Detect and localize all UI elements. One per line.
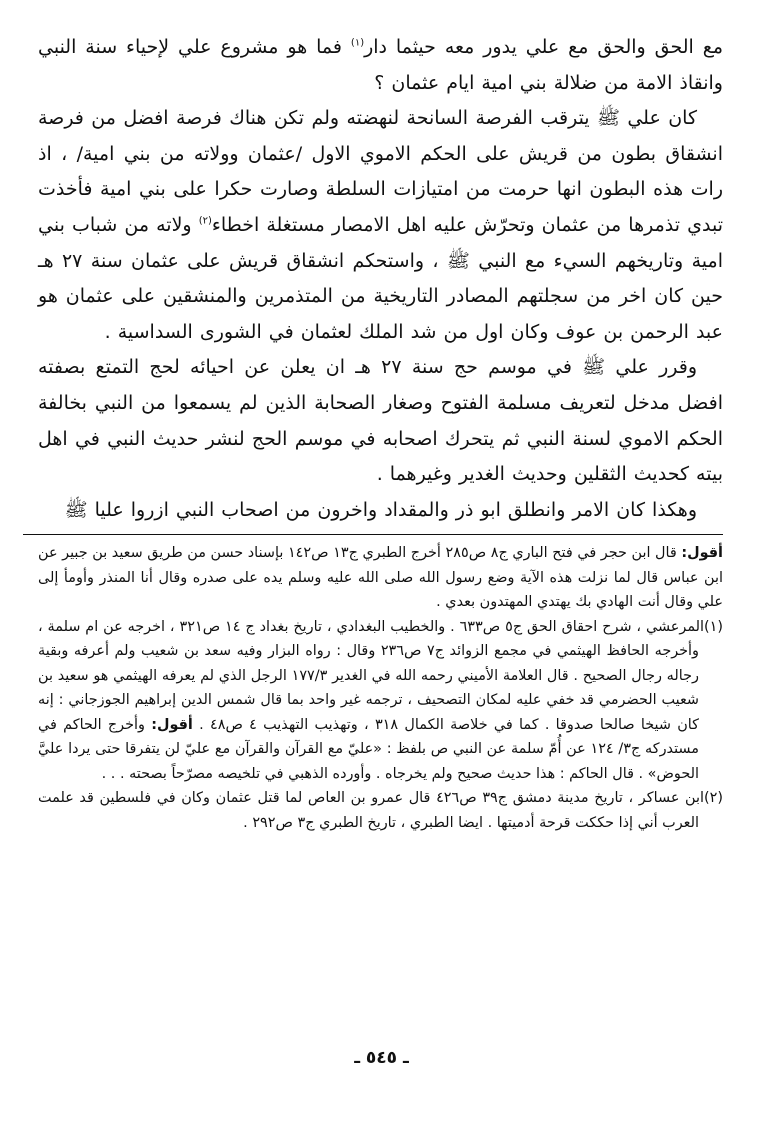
footnote-1-text-a: المرعشي ، شرح احقاق الحق ج٥ ص٦٣٣ . والخطيب البغدادي ، تاريخ بغداد ج ١٤ ص٣٢١ ، اخرجه عن ام سلمة ، وأخرجه الحافظ الهيثمي في مجمع الزوائد ج٧ ص٢٣٦ وقال : رواه البزار وفيه سعد بن شعيب ولم أعرفه وبقية رجاله رجال الصحيح . قال العلامة الأميني رحمه الله في الغدير ١٧٧/٣ الرجل الذي لم يعرفه الهيثمي هو سعيد بن شعيب الحضرمي قد خفي عليه لمكان التصحيف ، ترجمه غير واحد بما قال شمس الدين إبراهيم الجوزجاني : إنه كان شيخا صالحا صدوقا . كما في خلاصة الكمال ٣١٨ ، وتهذيب التهذيب ٤ ص٤٨ . — [38, 618, 705, 733]
footnote-1-number: (١) — [704, 618, 724, 635]
paragraph-4: وهكذا كان الامر وانطلق ابو ذر والمقداد واخرون من اصحاب النبي ازروا عليا ﷺ — [64, 498, 697, 521]
paragraph-2-text: كان علي ﷺ يترقب الفرصة السانحة لنهضته ولم تكن هناك فرصة افضل من فرصة انشقاق بطون من قريش على الحكم الاموي الاول /عثمان وولاته من بني امية/ ، اذ رات هذه البطون انها حرمت من امتيازات السلطة وصارت حكرا على بني امية فأخذت تبدي تذمرها من عثمان وتحرّش عليه اهل الامصار مستغلة اخطاء — [38, 107, 723, 236]
footnote-intro — [38, 541, 723, 615]
paragraph-2-tail: ولاته من شباب بني امية وتاريخهم السيء مع النبي ﷺ ، واستحكم انشقاق قريش على عثمان سنة ٢٧ هـ حين كان اخر من سجلتهم المصادر التاريخية من المتذمرين والمنشقين على عثمان هو عبد الرحمن بن عوف وكان اول من شد الملك لعثمان في الشورى السداسية . — [38, 213, 723, 343]
paragraph-1-text: مع الحق والحق مع علي يدور معه حيثما دار — [364, 36, 723, 58]
paragraph-1-tail: فما هو مشروع علي لإحياء سنة النبي وانقاذ الامة من ضلالة بني امية ايام عثمان ؟ — [38, 36, 723, 94]
main-text — [38, 30, 723, 528]
paragraph-2 — [38, 101, 723, 350]
footnote-divider — [23, 534, 723, 535]
footnote-2-text: ابن عساكر ، تاريخ مدينة دمشق ج٣٩ ص٤٢٦ قال عمرو بن العاص لما قتل عثمان وكان في فلسطين قد علمت العرب أني إذا حككت قرحة أدميتها . ايضا الطبري ، تاريخ الطبري ج٣ ص٢٩٢ . — [38, 790, 704, 831]
footnote-1-label: أقول: — [151, 716, 193, 733]
paragraph-3: وقرر علي ﷺ في موسم حج سنة ٢٧ هـ ان يعلن عن احيائه لحج التمتع بصفته افضل مدخل لتعريف مسلمة الفتوح وصغار الصحابة الذين لم يسمعوا من النبي بخالفة الحكم الاموي لسنة النبي ثم يتحرك اصحابه في موسم الحج لنشر حديث النبي في اهل بيته كحديث الثقلين وحديث الغدير وغيرهما . — [38, 356, 723, 486]
footnote-intro-text: قال ابن حجر في فتح الباري ج٨ ص٢٨٥ أخرج الطبري ج١٣ ص١٤٢ بإسناد حسن من طريق سعيد بن جبير عن ابن عباس قال لما نزلت هذه الآية وضع رسول الله صلى الله عليه وسلم يده على صدره وقال أنا المنذر وأومأ إلى علي وقال أنت الهادي بك يهتدي المهتدون بعدي . — [38, 545, 723, 611]
footnote-2-number: (٢) — [704, 790, 723, 807]
footnote-2 — [38, 786, 723, 835]
footnote-ref-2: (٢) — [198, 215, 212, 227]
footnote-ref-1: (١) — [350, 37, 365, 49]
paragraph-1 — [38, 30, 723, 101]
footnotes — [38, 541, 723, 835]
footnote-1-text-b: وأخرج الحاكم في مستدركه ج٣/ ١٢٤ عن أُمّ سلمة عن النبي ص بلفظ : «عليّ مع القرآن والقرآن مع عليّ لن يتفرقا حتى يردا عليَّ الحوض» . قال الحاكم : هذا حديث صحيح ولم يخرجاه . وأورده الذهبي في تلخيصه مصرّحاً بصحته . . . — [38, 716, 699, 782]
footnote-1 — [38, 615, 723, 787]
footnote-intro-label: أقول: — [681, 545, 723, 562]
page-number: ـ ٥٤٥ ـ — [354, 1048, 409, 1068]
